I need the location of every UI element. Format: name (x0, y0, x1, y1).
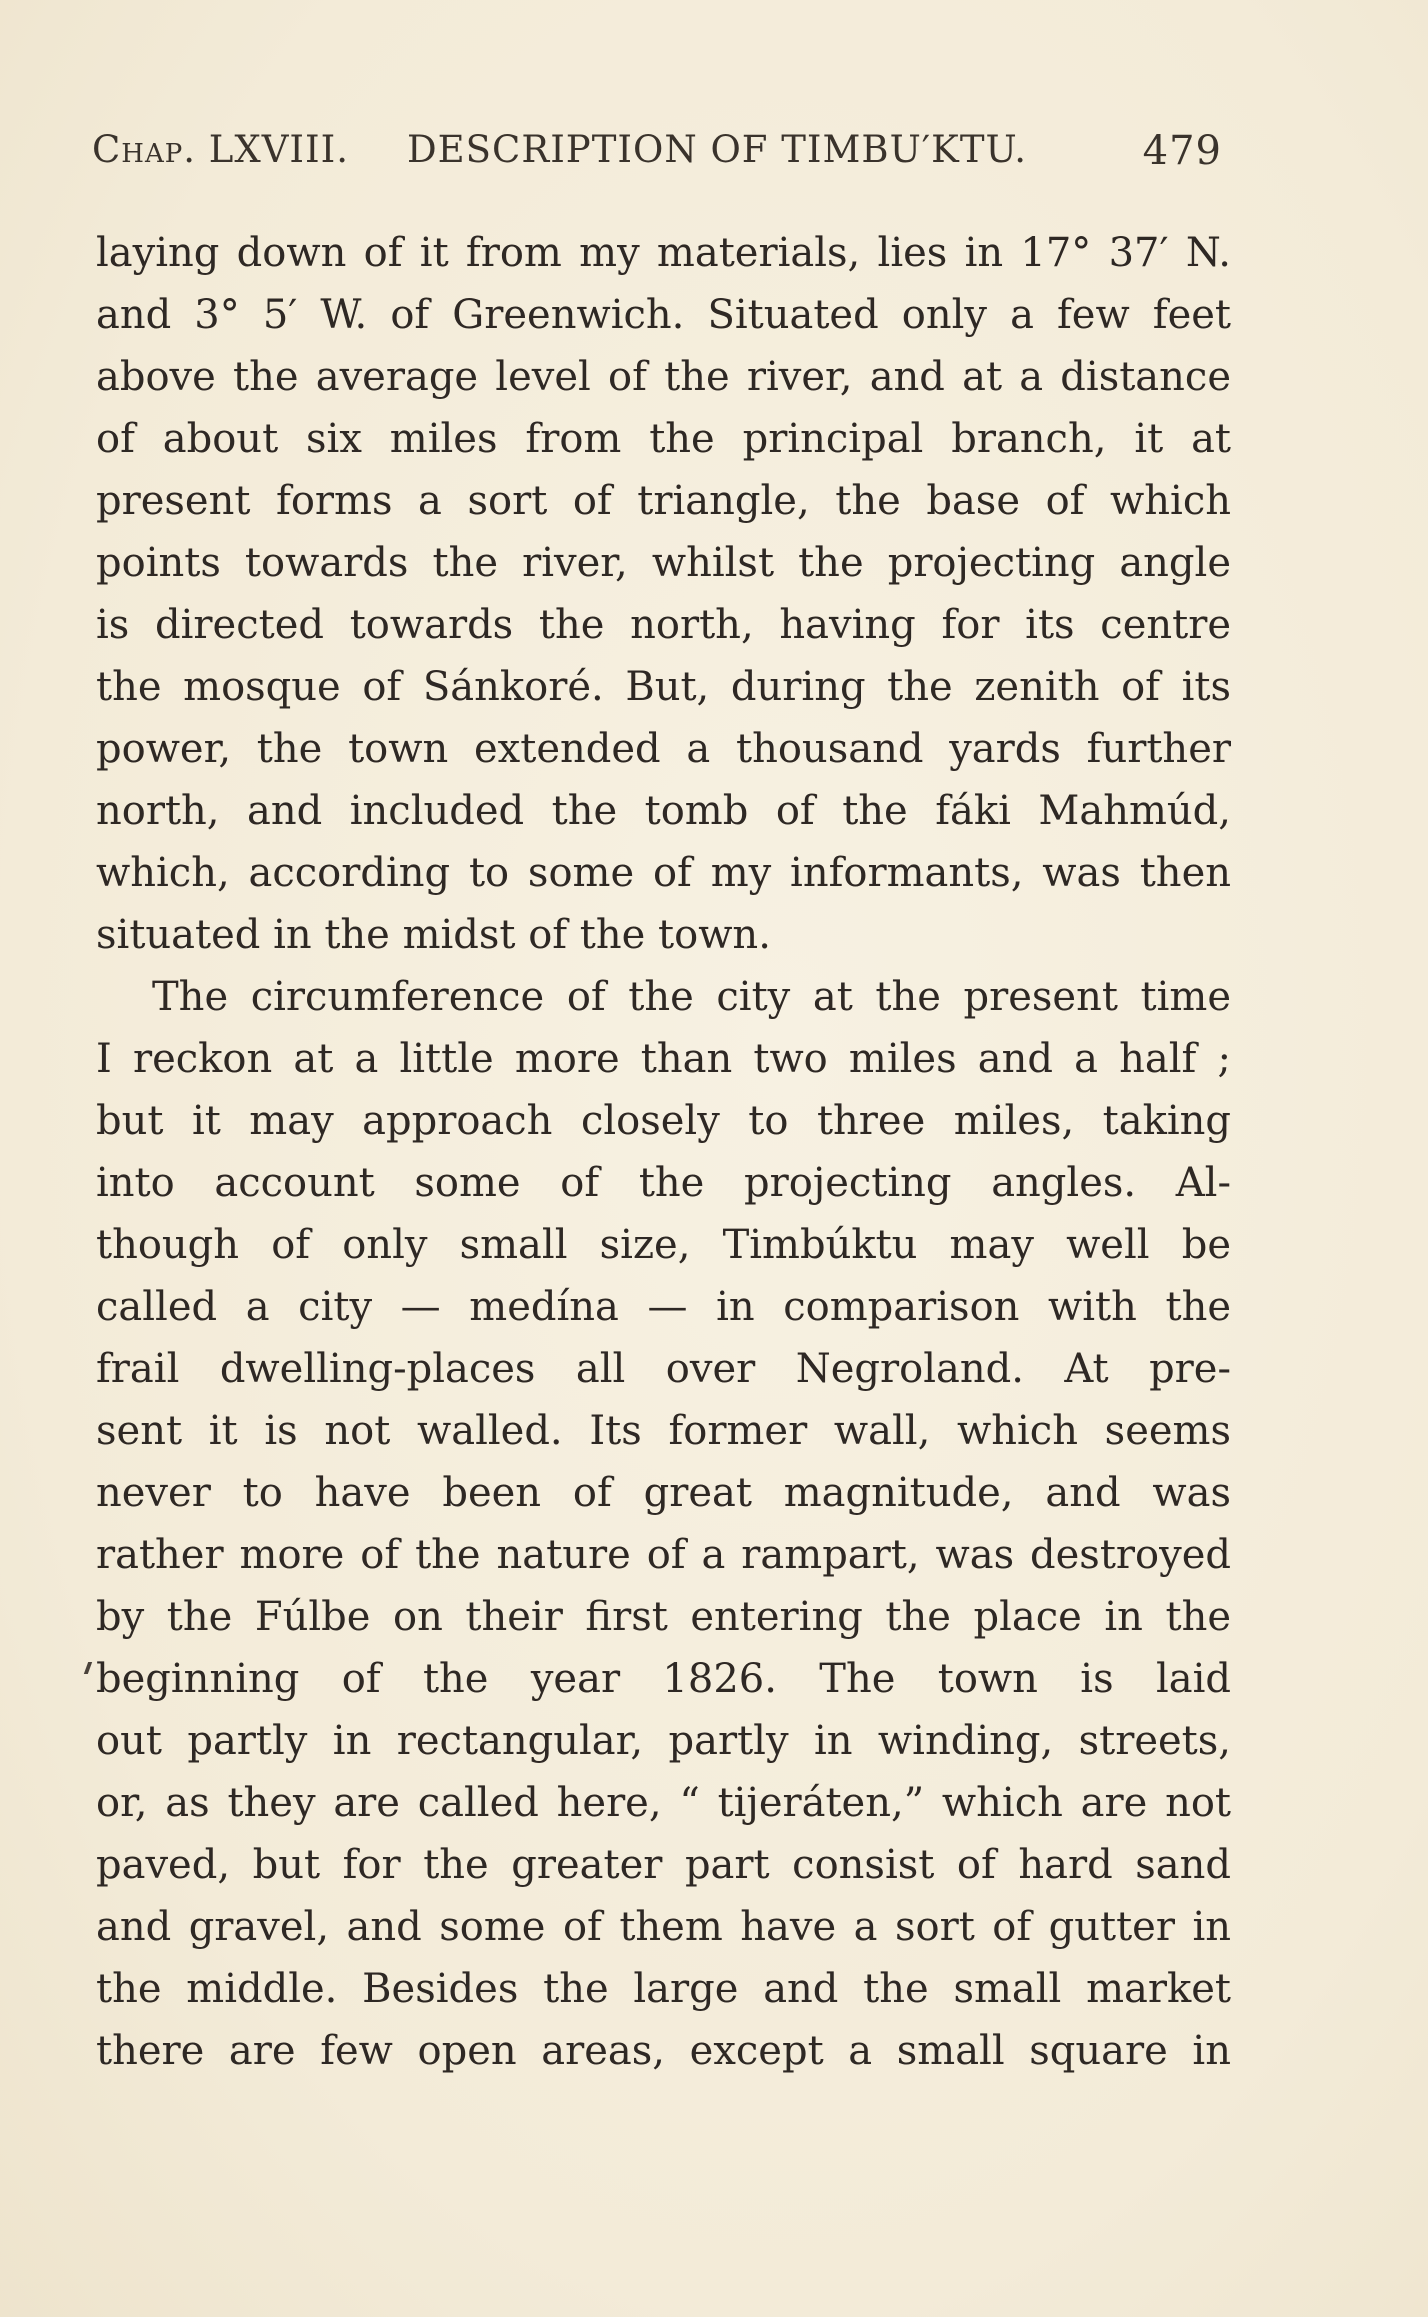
text-line: power, the town extended a thousand yards further (96, 726, 1231, 772)
text-line: into account some of the projecting angles. Al- (96, 1160, 1231, 1206)
body-text (96, 222, 1231, 2082)
text-line: by the Fúlbe on their first entering the place in the (96, 1594, 1231, 1640)
text-line: north, and included the tomb of the fáki Mahmúd, (96, 788, 1231, 834)
text-line: never to have been of great magnitude, and was (96, 1470, 1231, 1516)
text-line: laying down of it from my materials, lies in 17° 37′ N. (96, 230, 1231, 276)
page-number: 479 (1142, 128, 1222, 174)
text-line: points towards the river, whilst the projecting angle (96, 540, 1231, 586)
text-line: paved, but for the greater part consist of hard sand (96, 1842, 1231, 1888)
text-line: frail dwelling-places all over Negroland. At pre- (96, 1346, 1231, 1392)
text-line: I reckon at a little more than two miles and a half ; (96, 1036, 1231, 1082)
text-line: above the average level of the river, and at a distance (96, 354, 1231, 400)
chapter-label: Chap. LXVIII. (92, 128, 350, 171)
text-line: present forms a sort of triangle, the base of which (96, 478, 1231, 524)
text-line: situated in the midst of the town. (96, 912, 771, 958)
text-line: is directed towards the north, having for its centre (96, 602, 1231, 648)
text-line: the middle. Besides the large and the small market (96, 1966, 1231, 2012)
text-line: there are few open areas, except a small square in (96, 2028, 1231, 2074)
text-line: rather more of the nature of a rampart, was destroyed (96, 1532, 1231, 1578)
margin-mark (84, 1662, 92, 1674)
text-line: The circumference of the city at the present time (152, 974, 1231, 1020)
text-line: which, according to some of my informants, was then (96, 850, 1231, 896)
text-line: though of only small size, Timbúktu may well be (96, 1222, 1231, 1268)
text-line: the mosque of Sánkoré. But, during the zenith of its (96, 664, 1231, 710)
text-line: but it may approach closely to three miles, taking (96, 1098, 1231, 1144)
running-head (92, 128, 1222, 188)
text-line: or, as they are called here, “ tijeráten,” which are not (96, 1780, 1231, 1826)
text-line: beginning of the year 1826. The town is laid (96, 1656, 1231, 1702)
text-line: of about six miles from the principal branch, it at (96, 416, 1231, 462)
chapter-title: DESCRIPTION OF TIMBU′KTU. (407, 128, 1028, 171)
text-line: called a city — medína — in comparison with the (96, 1284, 1231, 1330)
text-line: sent it is not walled. Its former wall, which seems (96, 1408, 1231, 1454)
text-line: and gravel, and some of them have a sort of gutter in (96, 1904, 1231, 1950)
text-line: and 3° 5′ W. of Greenwich. Situated only a few feet (96, 292, 1231, 338)
text-line: out partly in rectangular, partly in winding, streets, (96, 1718, 1231, 1764)
